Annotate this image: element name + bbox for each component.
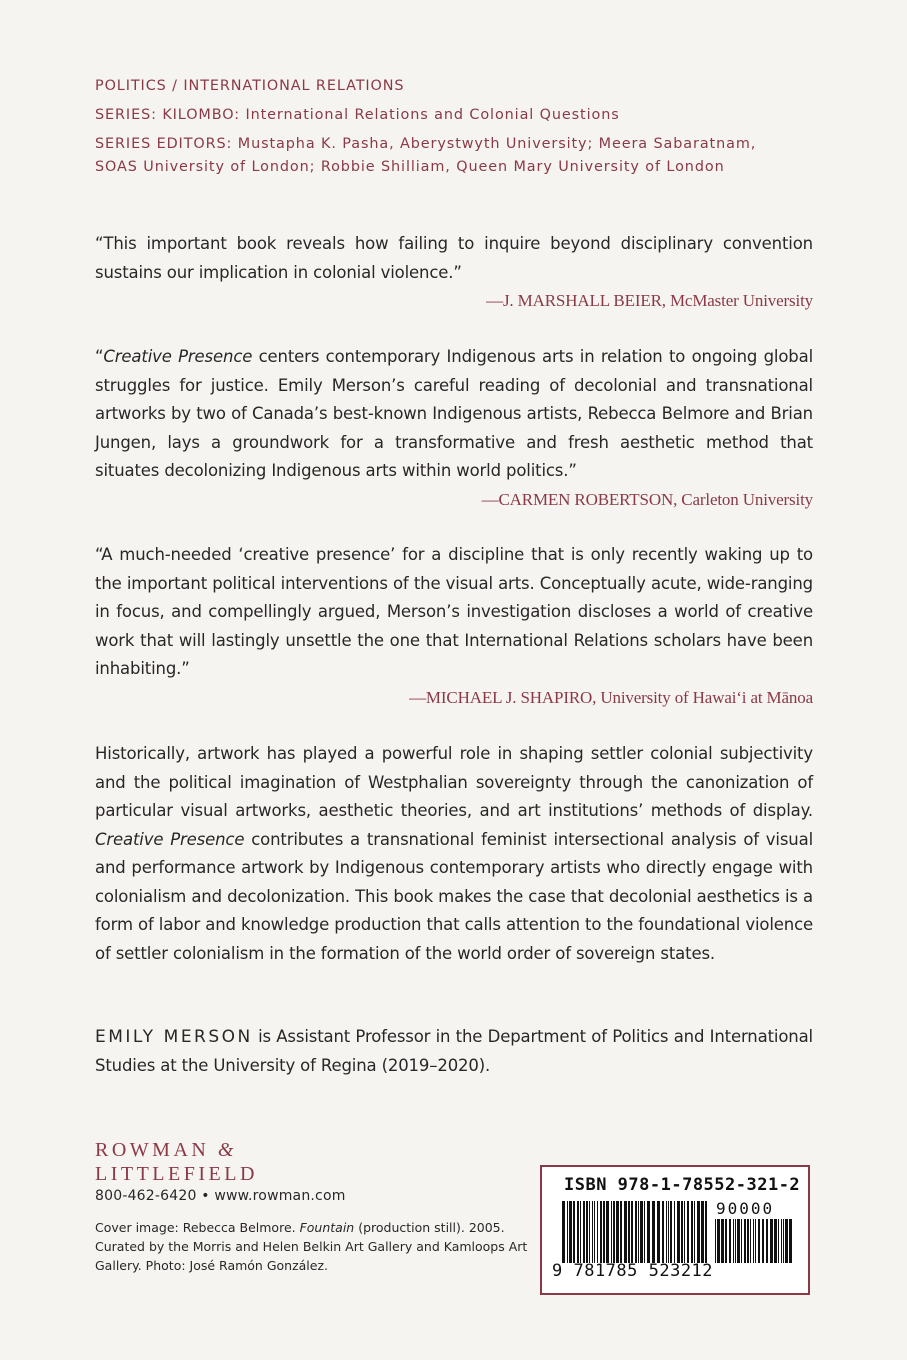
addon-barcode-bars: [715, 1219, 793, 1263]
barcode-bar: [774, 1219, 777, 1263]
barcode-bar: [644, 1201, 645, 1263]
book-description: [95, 740, 813, 968]
barcode-bar: [616, 1201, 619, 1263]
description-part-1: Historically, artwork has played a powerful role in shaping settler colonial subjectivity and the political imagination of Westphalian sovereignty through the canonization of particular visual artworks, aesthetic theories, and art institutions’ methods of display.: [95, 744, 813, 820]
barcode-bar: [589, 1201, 590, 1263]
publisher-logo: [95, 1138, 258, 1186]
cover-image-credit: [95, 1218, 535, 1275]
barcode-bar: [640, 1201, 643, 1263]
barcode-bar: [624, 1201, 627, 1263]
barcode-bar: [691, 1201, 693, 1263]
barcode-bar: [652, 1201, 655, 1263]
barcode-bar: [733, 1219, 734, 1263]
barcode-bar: [670, 1201, 672, 1263]
barcode-bar: [666, 1201, 667, 1263]
barcode-bar: [717, 1219, 720, 1263]
barcode-bar: [647, 1201, 650, 1263]
barcode-bar: [762, 1219, 764, 1263]
barcode-bar: [611, 1201, 612, 1263]
barcode-bar: [721, 1219, 724, 1263]
publisher-name-line-1: ROWMAN: [95, 1139, 210, 1161]
barcode-bar: [638, 1201, 639, 1263]
barcode-bar: [684, 1201, 685, 1263]
barcode-bar: [741, 1219, 742, 1263]
barcode-bar: [781, 1219, 782, 1263]
barcode-bar: [620, 1201, 622, 1263]
barcode-bar: [583, 1201, 585, 1263]
author-bio-text: is Assistant Professor in the Department of Politics and International Studies at the University of Regina (2019–2020).: [95, 1027, 813, 1075]
quote-attribution: —MICHAEL J. SHAPIRO, University of Hawai‘i at Mānoa: [409, 687, 813, 707]
barcode-bar: [580, 1201, 581, 1263]
series-title: SERIES: KILOMBO: International Relations and Colonial Questions: [95, 107, 620, 123]
barcode-bar: [573, 1201, 575, 1263]
barcode-bar: [750, 1219, 751, 1263]
barcode-bar: [694, 1201, 695, 1263]
barcode-bar: [662, 1201, 664, 1263]
barcode-bar: [729, 1219, 731, 1263]
endorsement-quote: [95, 343, 813, 514]
quote-attribution: —J. MARSHALL BEIER, McMaster University: [486, 291, 813, 310]
subject-category: POLITICS / INTERNATIONAL RELATIONS: [95, 78, 405, 94]
barcode-bar: [603, 1201, 605, 1263]
barcode-bar: [631, 1201, 633, 1263]
barcode-bar: [783, 1219, 784, 1263]
barcode-digits: 9 781785 523212: [552, 1261, 714, 1281]
barcode-bar: [766, 1219, 768, 1263]
publisher-contact: 800-462-6420 • www.rowman.com: [95, 1188, 346, 1204]
barcode-bar: [735, 1219, 736, 1263]
quote-open-mark: “: [95, 347, 104, 366]
quote-text: “This important book reveals how failing to inquire beyond disciplinary convention sustains our implication in colonial violence.”: [95, 234, 813, 282]
barcode-bar: [594, 1201, 595, 1263]
barcode-bar: [770, 1219, 773, 1263]
price-addon-number: 90000: [716, 1199, 775, 1218]
barcode-bar: [567, 1201, 568, 1263]
barcode-bar: [597, 1201, 598, 1263]
barcode-bar: [701, 1201, 704, 1263]
barcode-bar: [586, 1201, 588, 1263]
barcode-bar: [681, 1201, 683, 1263]
isbn-barcode: [540, 1165, 810, 1295]
author-name: EMILY MERSON: [95, 1027, 253, 1047]
credit-suffix: (production still). 2005. Curated by the Morris and Helen Belkin Art Gallery and Kamloops Art Gallery. Photo: José Ramón González.: [95, 1220, 528, 1273]
description-part-2: contributes a transnational feminist intersectional analysis of visual and performance artwork by Indigenous contemporary artists who directly engage with colonialism and decolonization. This book makes the case that decolonial aesthetics is a form of labor and knowledge production that calls attention to the foundational violence of settler colonialism in the formation of the world order of sovereign states.: [95, 829, 813, 963]
isbn-label: ISBN 978-1-78552-321-2: [564, 1175, 801, 1195]
barcode-bar: [687, 1201, 689, 1263]
endorsement-quote: [95, 541, 813, 712]
credit-work-title: Fountain: [299, 1220, 355, 1235]
barcode-bar: [577, 1201, 579, 1263]
barcode-bar: [753, 1219, 754, 1263]
publisher-name-line-2: LITTLEFIELD: [95, 1163, 258, 1185]
barcode-bar: [628, 1201, 630, 1263]
barcode-bar: [600, 1201, 602, 1263]
barcode-bar: [778, 1219, 779, 1263]
barcode-bar: [613, 1201, 615, 1263]
series-header: [95, 75, 835, 179]
barcode-bar: [635, 1201, 637, 1263]
barcode-bar: [677, 1201, 680, 1263]
barcode-bar: [758, 1219, 760, 1263]
barcode-bar: [747, 1219, 749, 1263]
barcode-bar: [737, 1219, 740, 1263]
barcode-bar: [755, 1219, 756, 1263]
barcode-bar: [789, 1219, 792, 1263]
barcode-bar: [697, 1201, 700, 1263]
barcode-bar: [744, 1219, 746, 1263]
series-editors-line-2: SOAS University of London; Robbie Shilliam, Queen Mary University of London: [95, 159, 725, 175]
barcode-bar: [785, 1219, 788, 1263]
barcode-bar: [705, 1201, 707, 1263]
series-editors-line-1: SERIES EDITORS: Mustapha K. Pasha, Aberystwyth University; Meera Sabaratnam,: [95, 136, 757, 152]
barcode-bar: [657, 1201, 660, 1263]
barcode-bar: [674, 1201, 675, 1263]
description-book-title: Creative Presence: [95, 829, 245, 849]
barcode-bar: [569, 1201, 572, 1263]
barcode-bar: [715, 1219, 716, 1263]
publisher-ampersand: &: [217, 1139, 234, 1161]
barcode-bars: [562, 1201, 710, 1263]
quote-text: centers contemporary Indigenous arts in relation to ongoing global struggles for justice. Emily Merson’s careful reading of decolonial and transnational artworks by two of Canada’s best-known Indigenous artists, Rebecca Belmore and Brian Jungen, lays a groundwork for a transformative and fresh aesthetic method that situates decolonizing Indigenous arts within world politics.”: [95, 347, 814, 480]
credit-prefix: Cover image: Rebecca Belmore.: [95, 1220, 300, 1235]
quote-book-title: Creative Presence: [103, 347, 253, 366]
author-bio: [95, 1023, 813, 1080]
barcode-bar: [668, 1201, 669, 1263]
barcode-bar: [725, 1219, 727, 1263]
quote-attribution: —CARMEN ROBERTSON, Carleton University: [481, 489, 813, 509]
barcode-bar: [606, 1201, 609, 1263]
endorsement-quote: [95, 230, 813, 316]
barcode-bar: [562, 1201, 565, 1263]
barcode-bar: [592, 1201, 593, 1263]
quote-text: “A much-needed ‘creative presence’ for a discipline that is only recently waking up to the important political interventions of the visual arts. Conceptually acute, wide-ranging in focus, and compellingly argued, Merson’s investigation discloses a world of creative work that will lastingly unsettle the one that International Relations scholars have been inhabiting.”: [95, 545, 813, 678]
